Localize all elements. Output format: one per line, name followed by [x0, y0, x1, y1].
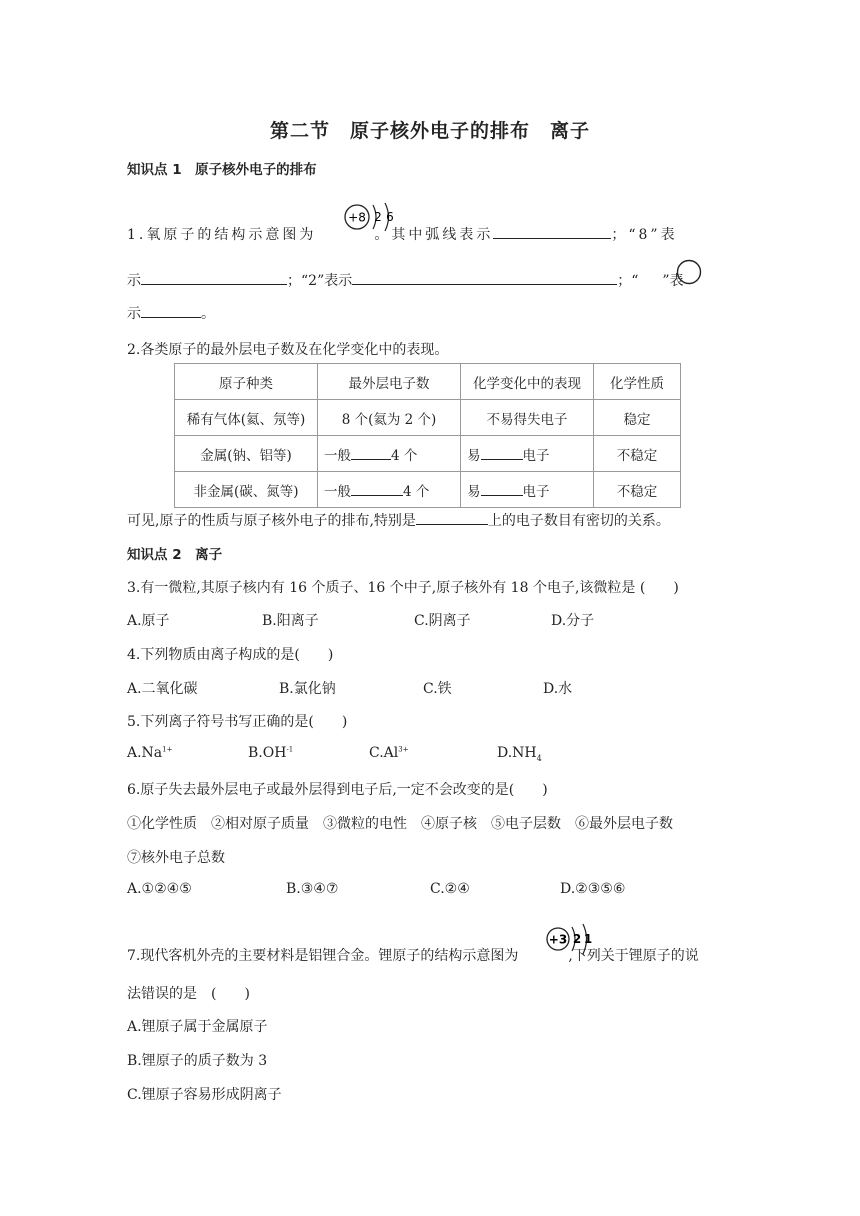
oxygen-atom-diagram	[340, 196, 400, 242]
cell-outer-electrons: 一般 4 个	[318, 472, 461, 508]
q7-line-1: 7.现代客机外壳的主要材料是铝锂合金。锂原子的结构示意图为 ,下列关于锂原子的说	[127, 948, 699, 964]
q3-option-c[interactable]: C.阴离子	[414, 613, 471, 629]
q1-line-2	[127, 270, 684, 290]
q4-option-c[interactable]: C.铁	[423, 681, 452, 697]
lithium-shell-1-count: 2	[572, 932, 582, 946]
knowledge-point-1-heading: 知识点 1 原子核外电子的排布	[127, 162, 317, 178]
q1-blank-circle[interactable]	[141, 303, 201, 318]
q1-line-1	[127, 224, 678, 244]
q1-text-e: ；“2”表示	[287, 273, 353, 289]
q1-text-f: ；“	[617, 273, 639, 289]
header-chem-behavior: 化学变化中的表现	[461, 364, 594, 400]
q6-option-c[interactable]: C.②④	[430, 881, 470, 897]
q7-option-a[interactable]: A.锂原子属于金属原子	[127, 1019, 268, 1035]
q6-option-a[interactable]: A.①②④⑤	[127, 881, 192, 897]
blank-nonmetal-electrons[interactable]	[351, 481, 403, 496]
q1-text-h: 示	[127, 306, 141, 322]
q7-option-c[interactable]: C.锂原子容易形成阴离子	[127, 1087, 282, 1103]
q3-option-a[interactable]: A.原子	[127, 613, 170, 629]
nucleus-circle-icon	[675, 258, 703, 286]
cell-atom-type: 稀有气体(氦、氖等)	[175, 400, 318, 436]
cell-chem-behavior: 易 电子	[461, 436, 594, 472]
q5-text: 5.下列离子符号书写正确的是( )	[127, 714, 348, 730]
q6-option-b[interactable]: B.③④⑦	[286, 881, 339, 897]
q1-text-g: ”表	[662, 273, 684, 289]
cell-chem-behavior: 不易得失电子	[461, 400, 594, 436]
blank-nonmetal-behavior[interactable]	[481, 481, 523, 496]
blank-metal-behavior[interactable]	[481, 445, 523, 460]
q1-text-d: 示	[127, 273, 141, 289]
q5-option-a[interactable]: $A.Na^{1+}$	[127, 745, 173, 761]
q1-blank-8[interactable]	[141, 270, 287, 285]
q2-conclusion: 可见,原子的性质与原子核外电子的排布,特别是 上的电子数目有密切的关系。	[127, 510, 670, 530]
cell-chem-behavior: 易 电子	[461, 472, 594, 508]
q1-text-b: 。其中弧线表示	[374, 227, 494, 243]
q1-text-a: 1.氧原子的结构示意图为	[127, 227, 317, 243]
q2-blank-outer-shell[interactable]	[416, 510, 488, 525]
q7-option-b[interactable]: B.锂原子的质子数为 3	[127, 1053, 268, 1069]
q1-blank-2[interactable]	[352, 270, 617, 285]
q1-text-c: ；“8”表	[611, 227, 678, 243]
q4-option-a[interactable]: A.二氧化碳	[127, 681, 198, 697]
q1-text-i: 。	[201, 306, 215, 322]
cell-outer-electrons: 8 个(氦为 2 个)	[318, 400, 461, 436]
oxygen-shell-2-count: 6	[386, 210, 394, 224]
q1-line-3	[127, 303, 215, 323]
lithium-nucleus-label: +3	[548, 932, 568, 947]
q7-line-2: 法错误的是 ( )	[127, 986, 250, 1002]
lithium-atom-diagram	[543, 918, 595, 962]
oxygen-shell-1-count: 2	[374, 210, 382, 224]
cell-chem-property: 稳定	[594, 400, 681, 436]
oxygen-nucleus-label: +8	[348, 210, 366, 225]
q6-option-d[interactable]: D.②③⑤⑥	[560, 881, 626, 897]
q2-text: 2.各类原子的最外层电子数及在化学变化中的表现。	[127, 342, 449, 358]
knowledge-point-2-heading: 知识点 2 离子	[127, 547, 223, 563]
cell-atom-type: 非金属(碳、氮等)	[175, 472, 318, 508]
q6-items-1: ①化学性质 ②相对原子质量 ③微粒的电性 ④原子核 ⑤电子层数 ⑥最外层电子数	[127, 816, 673, 832]
atom-types-table	[174, 363, 681, 508]
q4-text: 4.下列物质由离子构成的是( )	[127, 647, 334, 663]
cell-chem-property: 不稳定	[594, 472, 681, 508]
q5-option-c[interactable]: $C.Al^{3+}$	[369, 745, 409, 761]
q5-option-b[interactable]: $B.OH^{-1}$	[248, 745, 294, 761]
q4-option-b[interactable]: B.氯化钠	[279, 681, 336, 697]
page-title: 第二节 原子核外电子的排布 离子	[269, 120, 590, 142]
q6-text: 6.原子失去最外层电子或最外层得到电子后,一定不会改变的是( )	[127, 782, 548, 798]
q3-text: 3.有一微粒,其原子核内有 16 个质子、16 个中子,原子核外有 18 个电子,该微粒是 ( )	[127, 580, 679, 596]
q1-blank-arc[interactable]	[493, 224, 611, 239]
cell-chem-property: 不稳定	[594, 436, 681, 472]
cell-atom-type: 金属(钠、铝等)	[175, 436, 318, 472]
cell-outer-electrons: 一般 4 个	[318, 436, 461, 472]
header-atom-type: 原子种类	[175, 364, 318, 400]
table-row	[175, 472, 681, 508]
table-row	[175, 436, 681, 472]
header-chem-property: 化学性质	[594, 364, 681, 400]
q3-option-b[interactable]: B.阳离子	[262, 613, 319, 629]
lithium-shell-2-count: 1	[583, 932, 593, 946]
q4-option-d[interactable]: D.水	[543, 681, 573, 697]
header-outer-electrons: 最外层电子数	[318, 364, 461, 400]
q3-option-d[interactable]: D.分子	[551, 613, 595, 629]
table-row	[175, 400, 681, 436]
table-header-row	[175, 364, 681, 400]
q6-items-2: ⑦核外电子总数	[127, 850, 225, 866]
q5-option-d[interactable]: $D.NH_4$	[497, 745, 542, 763]
blank-metal-electrons[interactable]	[351, 445, 391, 460]
